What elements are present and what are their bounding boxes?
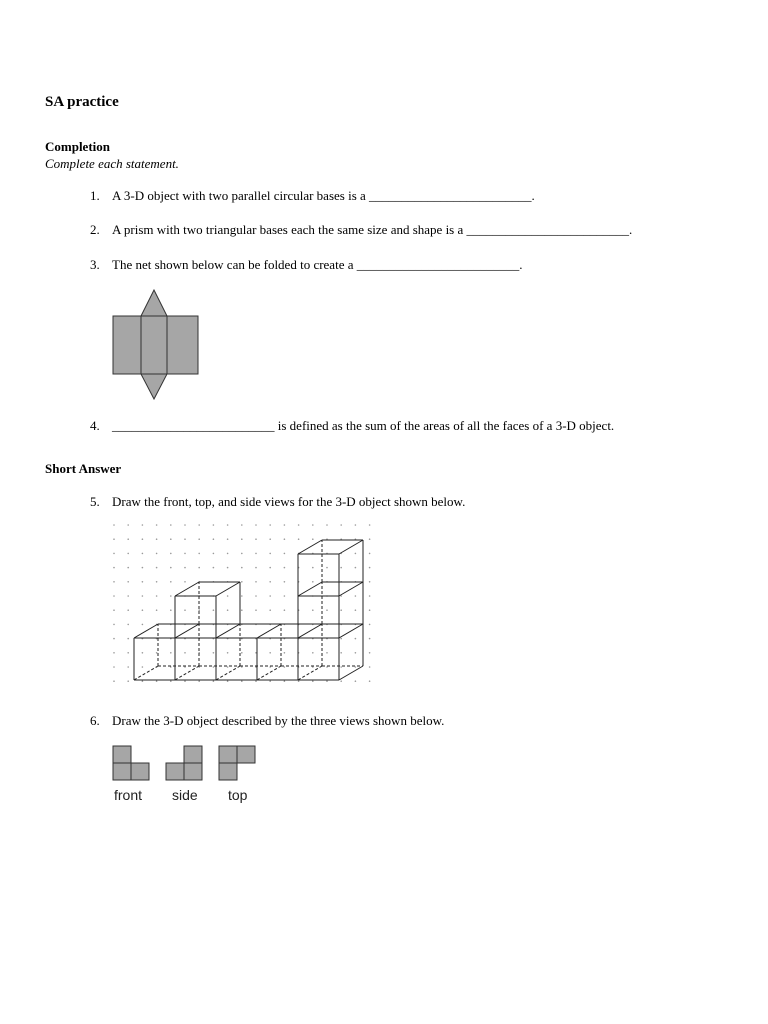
grid-dot [269, 581, 271, 583]
grid-dot [255, 581, 257, 583]
grid-dot [213, 538, 215, 540]
grid-dot [227, 567, 229, 569]
grid-dot [227, 595, 229, 597]
visible-edge [339, 666, 363, 680]
grid-dot [241, 581, 243, 583]
grid-dot [127, 553, 129, 555]
grid-dot [184, 538, 186, 540]
grid-dot [113, 652, 115, 654]
grid-dot [369, 538, 371, 540]
grid-dot [142, 609, 144, 611]
grid-dot [184, 581, 186, 583]
question-text: _________________________ is defined as the sum of the areas of all the faces of a 3-D object. [112, 418, 615, 433]
grid-dot [127, 567, 129, 569]
grid-dot [369, 609, 371, 611]
grid-dot [355, 680, 357, 682]
grid-dot [326, 680, 328, 682]
grid-dot [156, 538, 158, 540]
grid-dot [269, 538, 271, 540]
grid-dot [142, 567, 144, 569]
grid-dot [340, 652, 342, 654]
visible-edge [298, 624, 322, 638]
grid-dot [213, 652, 215, 654]
grid-dot [127, 638, 129, 640]
grid-dot [241, 609, 243, 611]
front-view-square [113, 746, 131, 763]
grid-dot [284, 609, 286, 611]
cube-drawing [134, 540, 363, 680]
grid-dot [326, 609, 328, 611]
question-number: 1. [90, 188, 100, 203]
grid-dot [241, 652, 243, 654]
visible-edge [339, 582, 363, 596]
hidden-edge [134, 666, 158, 680]
grid-dot [355, 553, 357, 555]
grid-dot [269, 553, 271, 555]
grid-dot [284, 652, 286, 654]
grid-dot [255, 680, 257, 682]
grid-dot [241, 524, 243, 526]
visible-edge [339, 624, 363, 638]
grid-dot [340, 524, 342, 526]
grid-dot [241, 553, 243, 555]
grid-dot [269, 652, 271, 654]
grid-dot [369, 581, 371, 583]
grid-dot [326, 567, 328, 569]
grid-dot [269, 595, 271, 597]
grid-dot [184, 524, 186, 526]
side-view-square [184, 763, 202, 780]
grid-dot [284, 680, 286, 682]
grid-dot [227, 538, 229, 540]
grid-dot [355, 609, 357, 611]
grid-dot [227, 680, 229, 682]
grid-dot [326, 652, 328, 654]
grid-dot [213, 524, 215, 526]
question-text: Draw the 3-D object described by the three views shown below. [112, 713, 445, 728]
grid-dot [213, 609, 215, 611]
grid-dot [255, 609, 257, 611]
grid-dot [198, 680, 200, 682]
grid-dot [142, 652, 144, 654]
grid-dot [127, 652, 129, 654]
hidden-edge [175, 666, 199, 680]
grid-dot [198, 553, 200, 555]
grid-dot [312, 567, 314, 569]
grid-dot [255, 553, 257, 555]
front-view-square [113, 763, 131, 780]
grid-dot [340, 609, 342, 611]
grid-dot [269, 609, 271, 611]
side-view-label: side [172, 787, 198, 803]
section-heading-short-answer: Short Answer [45, 461, 122, 476]
grid-dot [340, 567, 342, 569]
grid-dot [170, 567, 172, 569]
grid-dot [113, 595, 115, 597]
grid-dot [142, 595, 144, 597]
grid-dot [284, 595, 286, 597]
question-text: A prism with two triangular bases each the same size and shape is a _________________________. [112, 222, 633, 237]
grid-dot [213, 666, 215, 668]
grid-dot [170, 581, 172, 583]
grid-dot [213, 680, 215, 682]
prism-net-figure [108, 287, 202, 405]
net-bottom-triangle [141, 374, 167, 399]
grid-dot [156, 595, 158, 597]
grid-dot [284, 538, 286, 540]
grid-dot [170, 609, 172, 611]
visible-edge [298, 582, 322, 596]
grid-dot [312, 609, 314, 611]
grid-dot [241, 680, 243, 682]
section-heading-completion: Completion [45, 139, 110, 154]
grid-dot [156, 609, 158, 611]
cube-object-figure [110, 520, 380, 700]
grid-dot [156, 553, 158, 555]
grid-dot [184, 609, 186, 611]
grid-dot [312, 538, 314, 540]
page-title: SA practice [45, 94, 119, 110]
grid-dot [284, 581, 286, 583]
top-view-square [237, 746, 255, 763]
grid-dot [255, 524, 257, 526]
grid-dot [198, 524, 200, 526]
grid-dot [142, 524, 144, 526]
grid-dot [113, 638, 115, 640]
grid-dot [156, 581, 158, 583]
top-view-square [219, 763, 237, 780]
grid-dot [227, 524, 229, 526]
grid-dot [312, 680, 314, 682]
grid-dot [184, 652, 186, 654]
grid-dot [127, 666, 129, 668]
grid-dot [326, 524, 328, 526]
grid-dot [312, 581, 314, 583]
grid-dot [227, 553, 229, 555]
question-number: 6. [90, 713, 100, 728]
grid-dot [113, 666, 115, 668]
grid-dot [255, 538, 257, 540]
visible-edge [216, 582, 240, 596]
net-right-face [167, 316, 198, 374]
grid-dot [355, 652, 357, 654]
question-text: Draw the front, top, and side views for the 3-D object shown below. [112, 494, 466, 509]
grid-dot [113, 581, 115, 583]
grid-dot [170, 652, 172, 654]
grid-dot [113, 553, 115, 555]
grid-dot [198, 538, 200, 540]
question-number: 2. [90, 222, 100, 237]
grid-dot [227, 666, 229, 668]
grid-dot [269, 680, 271, 682]
grid-dot [241, 567, 243, 569]
side-view-square [184, 746, 202, 763]
grid-dot [298, 524, 300, 526]
front-view-label: front [114, 787, 143, 803]
grid-dot [241, 538, 243, 540]
grid-dot [369, 524, 371, 526]
grid-dot [127, 524, 129, 526]
grid-dot [340, 680, 342, 682]
grid-dot [284, 524, 286, 526]
side-view-square [166, 763, 184, 780]
grid-dot [184, 553, 186, 555]
visible-edge [175, 582, 199, 596]
grid-dot [255, 567, 257, 569]
grid-dot [369, 680, 371, 682]
grid-dot [142, 680, 144, 682]
grid-dot [127, 680, 129, 682]
grid-dot [369, 666, 371, 668]
grid-dot [312, 652, 314, 654]
grid-dot [142, 538, 144, 540]
grid-dot [156, 524, 158, 526]
grid-dot [113, 624, 115, 626]
top-view-square [219, 746, 237, 763]
top-view-label: top [228, 787, 248, 803]
grid-dot [213, 553, 215, 555]
grid-dot [298, 680, 300, 682]
grid-dot [156, 680, 158, 682]
grid-dot [127, 624, 129, 626]
grid-dot [170, 595, 172, 597]
views-drawing [108, 742, 268, 782]
visible-edge [298, 540, 322, 554]
net-middle-face [141, 316, 167, 374]
grid-dot [355, 567, 357, 569]
grid-dot [284, 567, 286, 569]
net-top-triangle [141, 290, 167, 316]
grid-dot [369, 638, 371, 640]
question-number: 5. [90, 494, 100, 509]
front-view-square [131, 763, 149, 780]
grid-dot [369, 624, 371, 626]
grid-dot [298, 538, 300, 540]
visible-edge [339, 540, 363, 554]
grid-dot [198, 567, 200, 569]
grid-dot [369, 553, 371, 555]
grid-dot [369, 567, 371, 569]
hidden-edge [257, 666, 281, 680]
grid-dot [269, 524, 271, 526]
question-number: 4. [90, 418, 100, 433]
grid-dot [170, 538, 172, 540]
grid-dot [142, 624, 144, 626]
grid-dot [156, 652, 158, 654]
grid-dot [142, 553, 144, 555]
grid-dot [184, 567, 186, 569]
grid-dot [255, 595, 257, 597]
grid-dot [142, 666, 144, 668]
visible-edge [134, 624, 158, 638]
grid-dot [355, 524, 357, 526]
hidden-edge [298, 666, 322, 680]
grid-dot [170, 553, 172, 555]
grid-dot [127, 581, 129, 583]
grid-dot [142, 581, 144, 583]
grid-dot [340, 638, 342, 640]
grid-dot [184, 680, 186, 682]
grid-dot [113, 680, 115, 682]
grid-dot [213, 567, 215, 569]
grid-dot [340, 666, 342, 668]
net-left-face [113, 316, 141, 374]
grid-dot [312, 524, 314, 526]
question-text: A 3-D object with two parallel circular bases is a _________________________. [112, 188, 535, 203]
visible-edge [257, 624, 281, 638]
grid-dot [227, 609, 229, 611]
hidden-edge [216, 666, 240, 680]
grid-dot [241, 595, 243, 597]
grid-dot [113, 567, 115, 569]
grid-dot [269, 567, 271, 569]
grid-dot [113, 609, 115, 611]
grid-dot [170, 524, 172, 526]
grid-dot [284, 553, 286, 555]
dot-grid [113, 524, 370, 682]
question-number: 3. [90, 257, 100, 272]
grid-dot [156, 567, 158, 569]
grid-dot [113, 538, 115, 540]
three-views-figure [108, 742, 268, 808]
grid-dot [355, 638, 357, 640]
grid-dot [170, 680, 172, 682]
grid-dot [369, 595, 371, 597]
visible-edge [216, 624, 240, 638]
visible-edge [175, 624, 199, 638]
question-text: The net shown below can be folded to create a _________________________. [112, 257, 523, 272]
grid-dot [227, 652, 229, 654]
grid-dot [127, 538, 129, 540]
grid-dot [369, 652, 371, 654]
grid-dot [198, 609, 200, 611]
grid-dot [113, 524, 115, 526]
section-instruction: Complete each statement. [45, 156, 179, 171]
grid-dot [127, 609, 129, 611]
grid-dot [127, 595, 129, 597]
grid-dot [355, 595, 357, 597]
